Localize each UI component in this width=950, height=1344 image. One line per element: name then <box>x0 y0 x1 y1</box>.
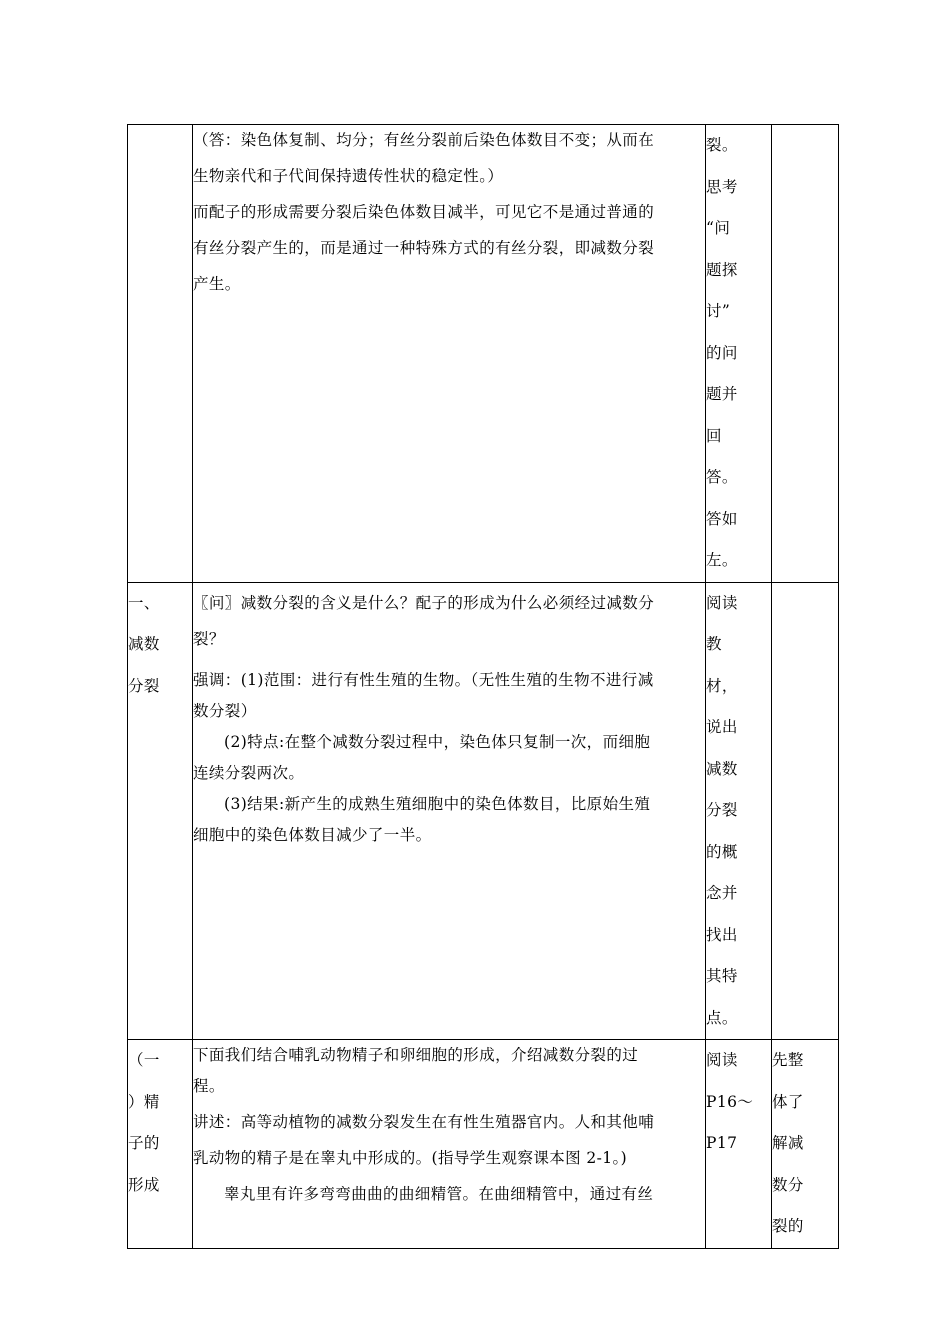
design-intent-cell <box>772 125 839 583</box>
student-activity-cell <box>706 125 772 583</box>
activity-line: 的概 <box>706 842 738 861</box>
content-line: （答：染色体复制、均分；有丝分裂前后染色体数目不变；从而在 <box>193 131 655 149</box>
content-line: 细胞中的染色体数目减少了一半。 <box>193 825 432 844</box>
activity-line: 题探 <box>706 260 738 279</box>
activity-line: 答。 <box>706 468 738 486</box>
section-cell <box>128 125 193 583</box>
activity-line: 教 <box>706 635 722 653</box>
activity-line: 回 <box>706 426 722 445</box>
activity-line: 的问 <box>706 343 738 362</box>
content-cell <box>193 1040 706 1249</box>
intent-line: 裂的 <box>772 1217 804 1235</box>
activity-line: 题并 <box>706 385 738 403</box>
activity-line: 点。 <box>706 1008 738 1027</box>
activity-line: 找出 <box>706 925 738 944</box>
content-line: 程。 <box>193 1077 225 1095</box>
section-line: 形成 <box>128 1175 160 1194</box>
content-line: 生物亲代和子代间保持遗传性状的稳定性。） <box>193 167 504 185</box>
activity-line: 答如 <box>706 509 738 528</box>
intent-line: 解减 <box>772 1134 804 1152</box>
table-row <box>128 1040 839 1249</box>
activity-line: 其特 <box>706 967 738 985</box>
content-line: 〖问〗减数分裂的含义是什么？配子的形成为什么必须经过减数分 <box>193 593 655 612</box>
activity-line: P16～ <box>706 1092 754 1111</box>
section-line: 一、 <box>128 593 160 612</box>
section-line: （一 <box>128 1051 160 1069</box>
activity-line: 材， <box>706 676 738 695</box>
design-intent-cell <box>772 1040 839 1249</box>
section-cell <box>128 582 193 1040</box>
activity-line: 念并 <box>706 884 738 902</box>
activity-line: 阅读 <box>706 1051 738 1069</box>
content-cell <box>193 125 706 583</box>
content-cell <box>193 582 706 1040</box>
activity-line: 讨” <box>706 302 731 320</box>
content-line: 连续分裂两次。 <box>193 763 305 782</box>
activity-line: 左。 <box>706 551 738 569</box>
intent-line: 体了 <box>772 1092 804 1111</box>
content-line: 下面我们结合哺乳动物精子和卵细胞的形成，介绍减数分裂的过 <box>193 1046 639 1064</box>
content-line: 强调：(1)范围：进行有性生殖的生物。（无性生殖的生物不进行减 <box>193 670 654 689</box>
intent-line: 数分 <box>772 1175 804 1194</box>
content-line: 数分裂） <box>193 701 257 720</box>
activity-line: 说出 <box>706 718 738 736</box>
content-line: 产生。 <box>193 275 241 293</box>
activity-line: 分裂 <box>706 801 738 819</box>
content-line: (2)特点:在整个减数分裂过程中，染色体只复制一次，而细胞 <box>224 732 651 751</box>
table-row <box>128 125 839 583</box>
content-line: 而配子的形成需要分裂后染色体数目减半，可见它不是通过普通的 <box>193 203 655 221</box>
section-line: ）精 <box>128 1092 160 1111</box>
content-line: (3)结果:新产生的成熟生殖细胞中的染色体数目，比原始生殖 <box>224 794 651 813</box>
content-line: 有丝分裂产生的，而是通过一种特殊方式的有丝分裂，即减数分裂 <box>193 239 655 257</box>
table-row <box>128 582 839 1040</box>
student-activity-cell <box>706 582 772 1040</box>
activity-line: 减数 <box>706 759 738 778</box>
intent-line: 先整 <box>772 1051 804 1069</box>
activity-line: 裂。 <box>706 136 738 154</box>
content-line: 讲述：高等动植物的减数分裂发生在有性生殖器官内。人和其他哺 <box>193 1113 655 1131</box>
section-line: 分裂 <box>128 676 160 695</box>
section-line: 减数 <box>128 635 160 653</box>
section-cell <box>128 1040 193 1249</box>
student-activity-cell <box>706 1040 772 1249</box>
activity-line: P17 <box>706 1134 738 1152</box>
activity-line: “问 <box>706 219 731 237</box>
content-line: 乳动物的精子是在睾丸中形成的。(指导学生观察课本图 2-1。) <box>193 1149 628 1167</box>
section-line: 子的 <box>128 1134 160 1152</box>
lesson-table <box>127 124 839 1249</box>
design-intent-cell <box>772 582 839 1040</box>
content-line: 裂？ <box>193 629 225 648</box>
activity-line: 阅读 <box>706 593 738 612</box>
content-line: 睾丸里有许多弯弯曲曲的曲细精管。在曲细精管中，通过有丝 <box>224 1185 654 1203</box>
activity-line: 思考 <box>706 177 738 196</box>
